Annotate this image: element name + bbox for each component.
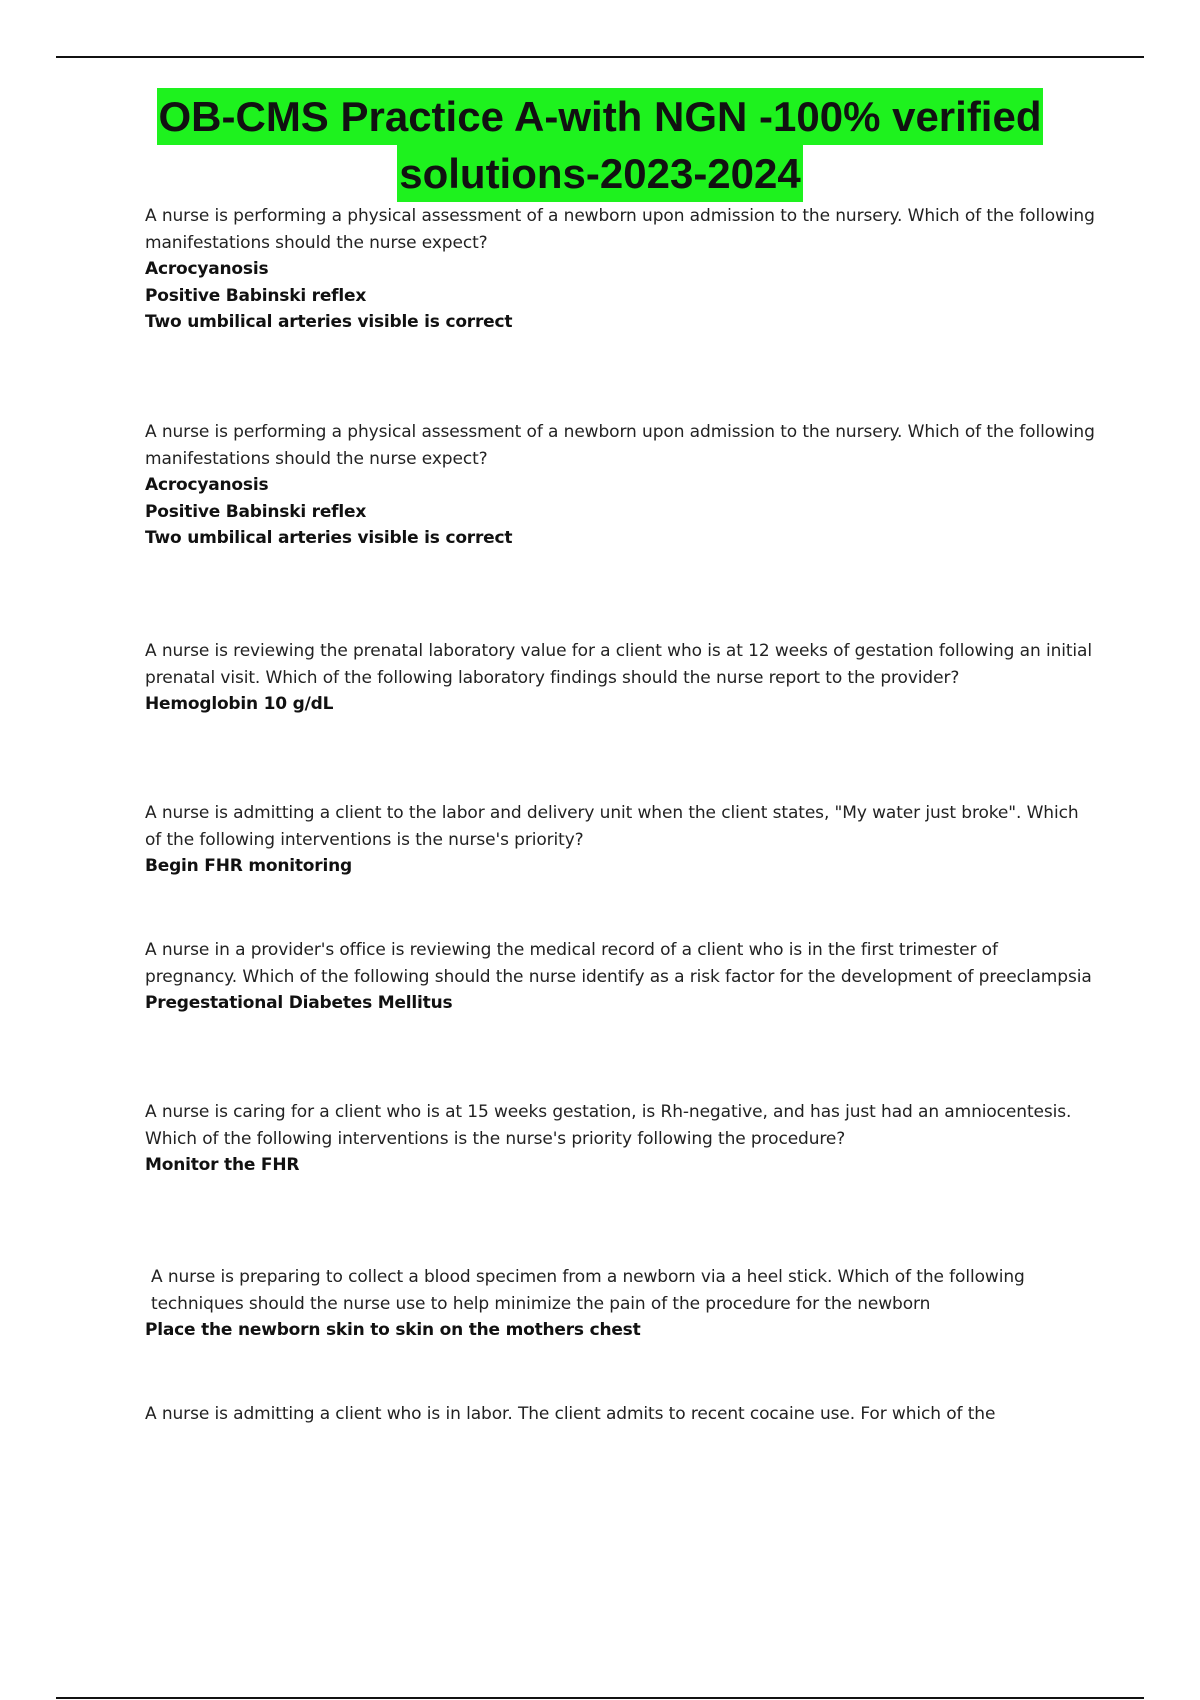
title-line-1: OB-CMS Practice A-with NGN -100% verified bbox=[157, 88, 1044, 145]
question-block-8 bbox=[145, 1401, 1095, 1428]
question-text: A nurse is caring for a client who is at 15 weeks gestation, is Rh-negative, and has just had an amniocentesis. Which of the following interventions is the nurse's priority following the procedure? bbox=[145, 1102, 1072, 1149]
answer-text: Two umbilical arteries visible is correct bbox=[145, 312, 513, 332]
question-block-4 bbox=[145, 800, 1095, 880]
answer-text: Monitor the FHR bbox=[145, 1155, 300, 1175]
answer-text: Place the newborn skin to skin on the mothers chest bbox=[145, 1320, 641, 1340]
question-text: A nurse is reviewing the prenatal laboratory value for a client who is at 12 weeks of gestation following an initial prenatal visit. Which of the following laboratory findings should the nurse report to the provider? bbox=[145, 641, 1092, 688]
question-text: A nurse is preparing to collect a blood specimen from a newborn via a heel stick. Which of the following techniques should the nurse use to help minimize the pain of the procedure for the newborn bbox=[151, 1267, 1025, 1314]
answer-text: Positive Babinski reflex bbox=[145, 501, 367, 522]
question-text: A nurse is admitting a client to the labor and delivery unit when the client states, "My water just broke". Which of the following interventions is the nurse's priority? bbox=[145, 803, 1079, 850]
document-title bbox=[120, 88, 1080, 202]
answer-text: Hemoglobin 10 g/dL bbox=[145, 694, 334, 714]
question-block-5 bbox=[145, 937, 1095, 1017]
bottom-rule bbox=[56, 1697, 1144, 1699]
top-rule bbox=[56, 56, 1144, 58]
question-block-6 bbox=[145, 1099, 1095, 1179]
question-text: A nurse in a provider's office is reviewing the medical record of a client who is in the first trimester of pregnancy. Which of the following should the nurse identify as a risk factor for the development of preeclampsia bbox=[145, 940, 1092, 987]
question-block-1 bbox=[145, 203, 1095, 336]
question-text: A nurse is performing a physical assessment of a newborn upon admission to the nursery. Which of the following manifestations should the nurse expect? bbox=[145, 422, 1095, 469]
title-line-2: solutions-2023-2024 bbox=[397, 145, 803, 202]
answer-text: Begin FHR monitoring bbox=[145, 856, 352, 876]
answer-text: Positive Babinski reflex bbox=[145, 285, 367, 306]
question-text: A nurse is performing a physical assessment of a newborn upon admission to the nursery. Which of the following manifestations should the nurse expect? bbox=[145, 206, 1095, 253]
question-block-3 bbox=[145, 638, 1095, 718]
question-text: A nurse is admitting a client who is in labor. The client admits to recent cocaine use. For which of the bbox=[145, 1404, 996, 1424]
answer-text: Acrocyanosis bbox=[145, 475, 269, 495]
answer-text: Pregestational Diabetes Mellitus bbox=[145, 993, 453, 1013]
answer-text: Two umbilical arteries visible is correct bbox=[145, 528, 513, 548]
answer-text: Acrocyanosis bbox=[145, 259, 269, 279]
question-block-7 bbox=[145, 1264, 1101, 1344]
question-block-2 bbox=[145, 419, 1095, 552]
